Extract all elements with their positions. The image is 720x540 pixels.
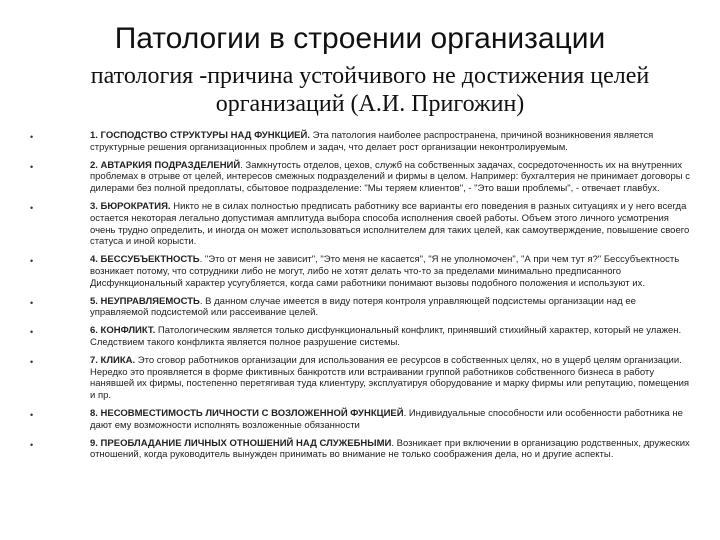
list-item: [30, 325, 692, 349]
item-text: Никто не в силах полностью предписать работнику все варианты его поведения в разных ситуациях и у него всегда остается некоторая легально допустимая амплитуда выбора способа исполнения своей работы. Объем этого личного усмотрения очень трудно определить, и иногда он может использоваться исполнителем для таких целей, как самоутверждение, повышение своего статуса и иной корысти.: [90, 200, 690, 248]
item-text: . В данном случае имеется в виду потеря контроля управляющей подсистемы организации над ее управляемой подсистемой или рассеивание целей.: [90, 295, 636, 319]
item-text: . Замкнутость отделов, цехов, служб на собственных задачах, сосредоточенность их на внутренних проблемах в отрыве от целей, интересов смежных подразделений и фирмы в целом. Например: бухгалтерия не принимает договоры с дилерами без полной предоплаты, сбытовое подразделение: "Мы теряем клиентов", - "Это ваши проблемы", - отвечает главбух.: [90, 159, 690, 195]
bullet-icon: •: [30, 409, 34, 420]
list-item: [30, 130, 692, 154]
list-item: [30, 160, 692, 195]
list-item: [30, 254, 692, 289]
bullet-icon: •: [30, 356, 34, 367]
bullet-icon: •: [30, 132, 34, 142]
bullet-icon: •: [30, 327, 34, 338]
item-text: Это сговор работников организации для использования ее ресурсов в собственных целях, но в ущерб целям организации. Нередко это проявляется в форме фиктивных банкротств или встраивании группой работников собственного бизнеса в работу нанявшей их фирмы, постепенно перетягивая туда клиентуру, эксплуатируя оборудование и марку фирмы или репутацию, помещения и пр.: [90, 354, 690, 402]
item-heading: 3. БЮРОКРАТИЯ.: [90, 200, 171, 212]
pathology-list: [30, 130, 692, 467]
list-item: [30, 355, 692, 402]
bullet-icon: •: [30, 256, 34, 267]
list-item: [30, 296, 692, 320]
slide-title: Патологии в строении организации: [114, 22, 606, 55]
item-heading: 8. НЕСОВМЕСТИМОСТЬ ЛИЧНОСТИ С ВОЗЛОЖЕННОЙ ФУНКЦИЕЙ: [90, 407, 404, 419]
list-item: [30, 201, 692, 248]
item-heading: 1. ГОСПОДСТВО СТРУКТУРЫ НАД ФУНКЦИЕЙ.: [90, 130, 310, 141]
item-text: . Возникает при включении в организацию родственных, дружеских отношений, когда руководитель вынужден принимать во внимание не только соображения дела, но и другие аспекты.: [90, 437, 690, 461]
slide-subtitle: патология -причина устойчивого не достижения целей организаций (А.И. Пригожин): [90, 63, 650, 117]
item-heading: 2. АВТАРКИЯ ПОДРАЗДЕЛЕНИЙ: [90, 159, 241, 171]
bullet-icon: •: [30, 202, 34, 213]
bullet-icon: •: [30, 161, 34, 172]
item-text: Патологическим является только дисфункциональный конфликт, принявший стихийный характер, который не улажен. Следствием такого конфликта является полное разрушение системы.: [90, 325, 682, 348]
item-text: Эта патология наиболее распространена, причиной возникновения является структурные решения организационных проблем и задач, что делает рост организации неконтролируемым.: [90, 130, 654, 153]
item-text: . "Это от меня не зависит", "Это меня не касается", "Я не уполномочен", "А при чем тут я?" Бессубъектность возникает потому, что сотрудники либо не могут, либо не хотят делать что-то за пределами минимально предписанного Дисфункциональный характер усугубляется, когда сами работники понимают вызовы подобного положения и используют их.: [90, 254, 680, 289]
bullet-icon: •: [30, 439, 34, 450]
item-heading: 5. НЕУПРАВЛЯЕМОСТЬ: [90, 295, 200, 307]
list-item: [30, 438, 692, 462]
list-item: [30, 408, 692, 432]
item-heading: 9. ПРЕОБЛАДАНИЕ ЛИЧНЫХ ОТНОШЕНИЙ НАД СЛУЖЕБНЫМИ: [90, 437, 392, 449]
item-heading: 7. КЛИКА.: [90, 354, 136, 366]
bullet-icon: •: [30, 297, 34, 308]
item-text: . Индивидуальные способности или особенности работника не дают ему возможности исполнять возложенные обязанности: [90, 407, 683, 431]
item-heading: 6. КОНФЛИКТ.: [90, 325, 156, 337]
item-heading: 4. БЕССУБЪЕКТНОСТЬ: [90, 254, 200, 266]
